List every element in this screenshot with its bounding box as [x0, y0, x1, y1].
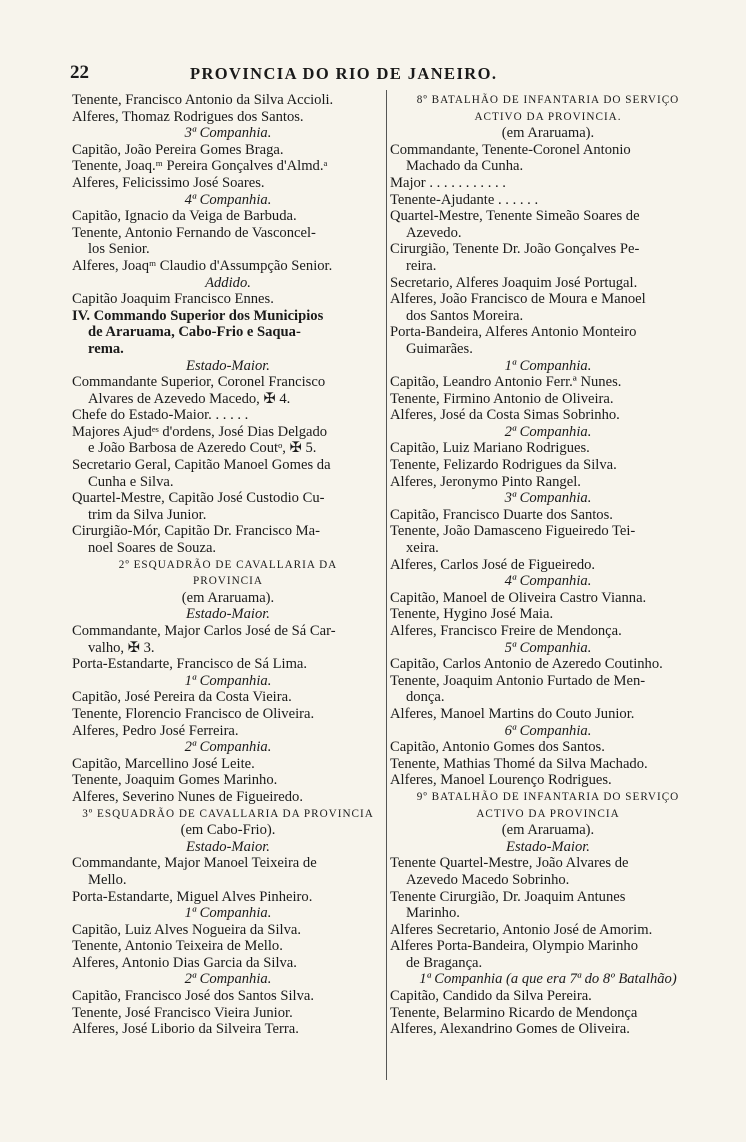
text-line: xeira.: [406, 540, 439, 557]
text-line: Quartel-Mestre, Tenente Simeão Soares de: [390, 208, 640, 225]
text-line: Alferes, Thomaz Rodrigues dos Santos.: [72, 108, 304, 125]
text-line: (em Araruama).: [501, 125, 595, 142]
text-line: 1ª Companhia.: [184, 672, 272, 689]
text-line: Tenente Cirurgião, Dr. Joaquim Antunes: [390, 888, 626, 905]
text-line: 2º ESQUADRÃO DE CAVALLARIA DA: [118, 558, 338, 571]
text-line: de Araruama, Cabo-Frio e Saqua-: [88, 324, 301, 341]
text-line: 2ª Companhia.: [504, 423, 592, 440]
text-line: Commandante Superior, Coronel Francisco: [72, 374, 326, 391]
text-line: Tenente, Francisco Antonio da Silva Accioli.: [72, 92, 334, 108]
text-line: de Bragança.: [406, 954, 483, 971]
text-line: Secretario Geral, Capitão Manoel Gomes da: [72, 457, 331, 474]
text-line: 5ª Companhia.: [504, 639, 592, 656]
text-line: Azevedo.: [406, 224, 462, 241]
text-line: Estado-Maior.: [186, 357, 270, 374]
text-line: Cunha e Silva.: [88, 473, 174, 490]
text-line: 1ª Companhia.: [504, 357, 592, 374]
text-line: 8º BATALHÃO DE INFANTARIA DO SERVIÇO: [416, 94, 680, 106]
text-line: Alferes, Severino Nunes de Figueiredo.: [72, 788, 304, 805]
text-line: Machado da Cunha.: [406, 158, 524, 175]
text-line: Tenente, Felizardo Rodrigues da Silva.: [390, 457, 617, 474]
text-line: Tenente, Hygino José Maia.: [390, 606, 554, 623]
text-line: Tenente, Antonio Teixeira de Mello.: [72, 938, 283, 955]
text-line: Capitão, Leandro Antonio Ferr.ª Nunes.: [390, 374, 622, 391]
text-line: Alvares de Azevedo Macedo, ✠ 4.: [88, 390, 291, 407]
text-line: dos Santos Moreira.: [406, 307, 524, 324]
text-line: Capitão, Manoel de Oliveira Castro Vianna.: [390, 589, 647, 606]
text-line: Porta-Bandeira, Alferes Antonio Monteiro: [390, 324, 637, 341]
text-line: Estado-Maior.: [186, 838, 270, 855]
text-line: Tenente, Florencio Francisco de Oliveira.: [72, 705, 315, 722]
text-line: 9º BATALHÃO DE INFANTARIA DO SERVIÇO: [416, 790, 680, 803]
text-line: Majores Ajudᵉˢ d'ordens, José Dias Delgado: [72, 423, 328, 440]
text-line: Major . . . . . . . . . . .: [390, 174, 506, 191]
text-line: Alferes, Carlos José de Figueiredo.: [390, 556, 596, 573]
text-line: Capitão, Carlos Antonio de Azeredo Coutinho.: [390, 656, 663, 673]
text-line: 3ª Companhia.: [504, 490, 592, 507]
text-line: Alferes, Manoel Martins do Couto Junior.: [390, 705, 635, 722]
text-line: Alferes, José da Costa Simas Sobrinho.: [390, 407, 620, 424]
text-line: Tenente, Antonio Fernando de Vasconcel-: [72, 224, 316, 241]
text-line: Secretario, Alferes Joaquim José Portugal.: [390, 274, 638, 291]
text-line: Tenente, Joaquim Gomes Marinho.: [72, 772, 278, 789]
text-line: Alferes, Manoel Lourenço Rodrigues.: [390, 772, 612, 789]
text-line: Commandante, Major Carlos José de Sá Car-: [72, 623, 336, 639]
text-line: Capitão, Francisco José dos Santos Silva.: [72, 988, 314, 1005]
text-line: Alferes Porta-Bandeira, Olympio Marinho: [390, 938, 639, 955]
text-line: 2ª Companhia.: [184, 971, 272, 988]
text-line: noel Soares de Souza.: [88, 540, 217, 557]
text-line: Mello.: [88, 871, 127, 888]
text-line: Tenente, João Damasceno Figueiredo Tei-: [390, 523, 636, 540]
text-line: Alferes, José Liborio da Silveira Terra.: [72, 1021, 299, 1038]
text-line: Alferes, Alexandrino Gomes de Oliveira.: [390, 1021, 630, 1038]
text-line: Tenente, Belarmino Ricardo de Mendonça: [390, 1004, 638, 1021]
text-line: Capitão, Ignacio da Veiga de Barbuda.: [72, 208, 297, 225]
text-line: Commandante, Tenente-Coronel Antonio: [390, 141, 631, 158]
text-line: Guimarães.: [406, 340, 473, 357]
text-line: Capitão, Luiz Alves Nogueira da Silva.: [72, 921, 301, 938]
text-line: Capitão, José Pereira da Costa Vieira.: [72, 689, 292, 706]
text-line: Capitão, Candido da Silva Pereira.: [390, 988, 592, 1005]
text-line: ACTIVO DA PROVINCIA.: [474, 110, 622, 123]
text-line: Capitão Joaquim Francisco Ennes.: [72, 291, 274, 308]
text-line: Alferes, Jeronymo Pinto Rangel.: [390, 473, 581, 490]
text-line: Tenente-Ajudante . . . . . .: [390, 191, 539, 208]
text-line: 1ª Companhia (a que era 7ª do 8º Batalhão): [419, 971, 677, 988]
text-line: 1ª Companhia.: [184, 905, 272, 922]
text-line: Capitão, João Pereira Gomes Braga.: [72, 141, 284, 158]
text-line: Chefe do Estado-Maior. . . . . .: [72, 407, 249, 424]
text-line: Alferes Secretario, Antonio José de Amorim.: [390, 921, 653, 938]
text-line: (em Araruama).: [501, 822, 595, 839]
text-line: Capitão, Luiz Mariano Rodrigues.: [390, 440, 590, 457]
text-line: reira.: [406, 257, 437, 274]
text-line: Tenente, Joaq.ᵐ Pereira Gonçalves d'Almd.ᵃ: [72, 158, 328, 175]
running-title: PROVINCIA DO RIO DE JANEIRO.: [190, 64, 498, 83]
text-line: IV. Commando Superior dos Municipios: [72, 307, 324, 324]
text-line: Tenente, José Francisco Vieira Junior.: [72, 1004, 293, 1021]
text-line: 6ª Companhia.: [504, 722, 592, 739]
text-line: Alferes, Felicissimo José Soares.: [72, 174, 265, 191]
right-column: [390, 92, 706, 1038]
left-column: [72, 92, 384, 1038]
text-line: PROVINCIA: [193, 575, 263, 588]
text-line: Capitão, Marcellino José Leite.: [72, 755, 255, 772]
text-line: Tenente, Mathias Thomé da Silva Machado.: [390, 755, 648, 772]
text-line: Commandante, Major Manoel Teixeira de: [72, 855, 317, 872]
text-line: Alferes, Francisco Freire de Mendonça.: [390, 623, 622, 639]
text-line: 4ª Companhia.: [504, 573, 592, 590]
text-line: Alferes, Joaqᵐ Claudio d'Assumpção Senior.: [72, 257, 333, 274]
page-number: 22: [70, 62, 89, 83]
text-line: Quartel-Mestre, Capitão José Custodio Cu-: [72, 490, 325, 507]
text-line: Capitão, Antonio Gomes dos Santos.: [390, 739, 605, 756]
text-line: 2ª Companhia.: [184, 739, 272, 756]
text-line: Azevedo Macedo Sobrinho.: [406, 871, 570, 888]
text-line: Alferes, Pedro José Ferreira.: [72, 722, 239, 739]
text-line: e João Barbosa de Azeredo Coutᵒ, ✠ 5.: [88, 440, 317, 457]
text-line: Alferes, João Francisco de Moura e Manoel: [390, 291, 646, 308]
text-line: Tenente Quartel-Mestre, João Alvares de: [390, 855, 629, 872]
text-line: Addido.: [205, 274, 251, 291]
text-line: 3ª Companhia.: [184, 125, 272, 142]
text-line: Tenente, Joaquim Antonio Furtado de Men-: [390, 672, 646, 689]
text-line: Cirurgião-Mór, Capitão Dr. Francisco Ma-: [72, 523, 321, 540]
text-line: rema.: [88, 340, 124, 357]
text-line: Porta-Estandarte, Francisco de Sá Lima.: [72, 656, 308, 673]
text-line: 3º ESQUADRÃO DE CAVALLARIA DA PROVINCIA: [82, 807, 374, 820]
column-divider: [386, 90, 387, 1080]
text-line: Marinho.: [406, 905, 460, 922]
text-line: ACTIVO DA PROVINCIA: [476, 807, 620, 820]
page-header: [70, 62, 706, 84]
text-line: Estado-Maior.: [186, 606, 270, 623]
text-line: Porta-Estandarte, Miguel Alves Pinheiro.: [72, 888, 313, 905]
text-line: Cirurgião, Tenente Dr. João Gonçalves Pe-: [390, 241, 640, 258]
text-line: trim da Silva Junior.: [88, 506, 207, 523]
text-line: 4ª Companhia.: [184, 191, 272, 208]
text-line: Tenente, Firmino Antonio de Oliveira.: [390, 390, 614, 407]
text-line: Capitão, Francisco Duarte dos Santos.: [390, 506, 613, 523]
text-line: (em Araruama).: [181, 589, 275, 606]
text-line: Alferes, Antonio Dias Garcia da Silva.: [72, 954, 297, 971]
text-line: valho, ✠ 3.: [88, 639, 155, 656]
text-line: los Senior.: [88, 241, 150, 258]
text-line: (em Cabo-Frio).: [180, 822, 276, 839]
text-line: Estado-Maior.: [506, 838, 590, 855]
text-line: donça.: [406, 689, 445, 706]
